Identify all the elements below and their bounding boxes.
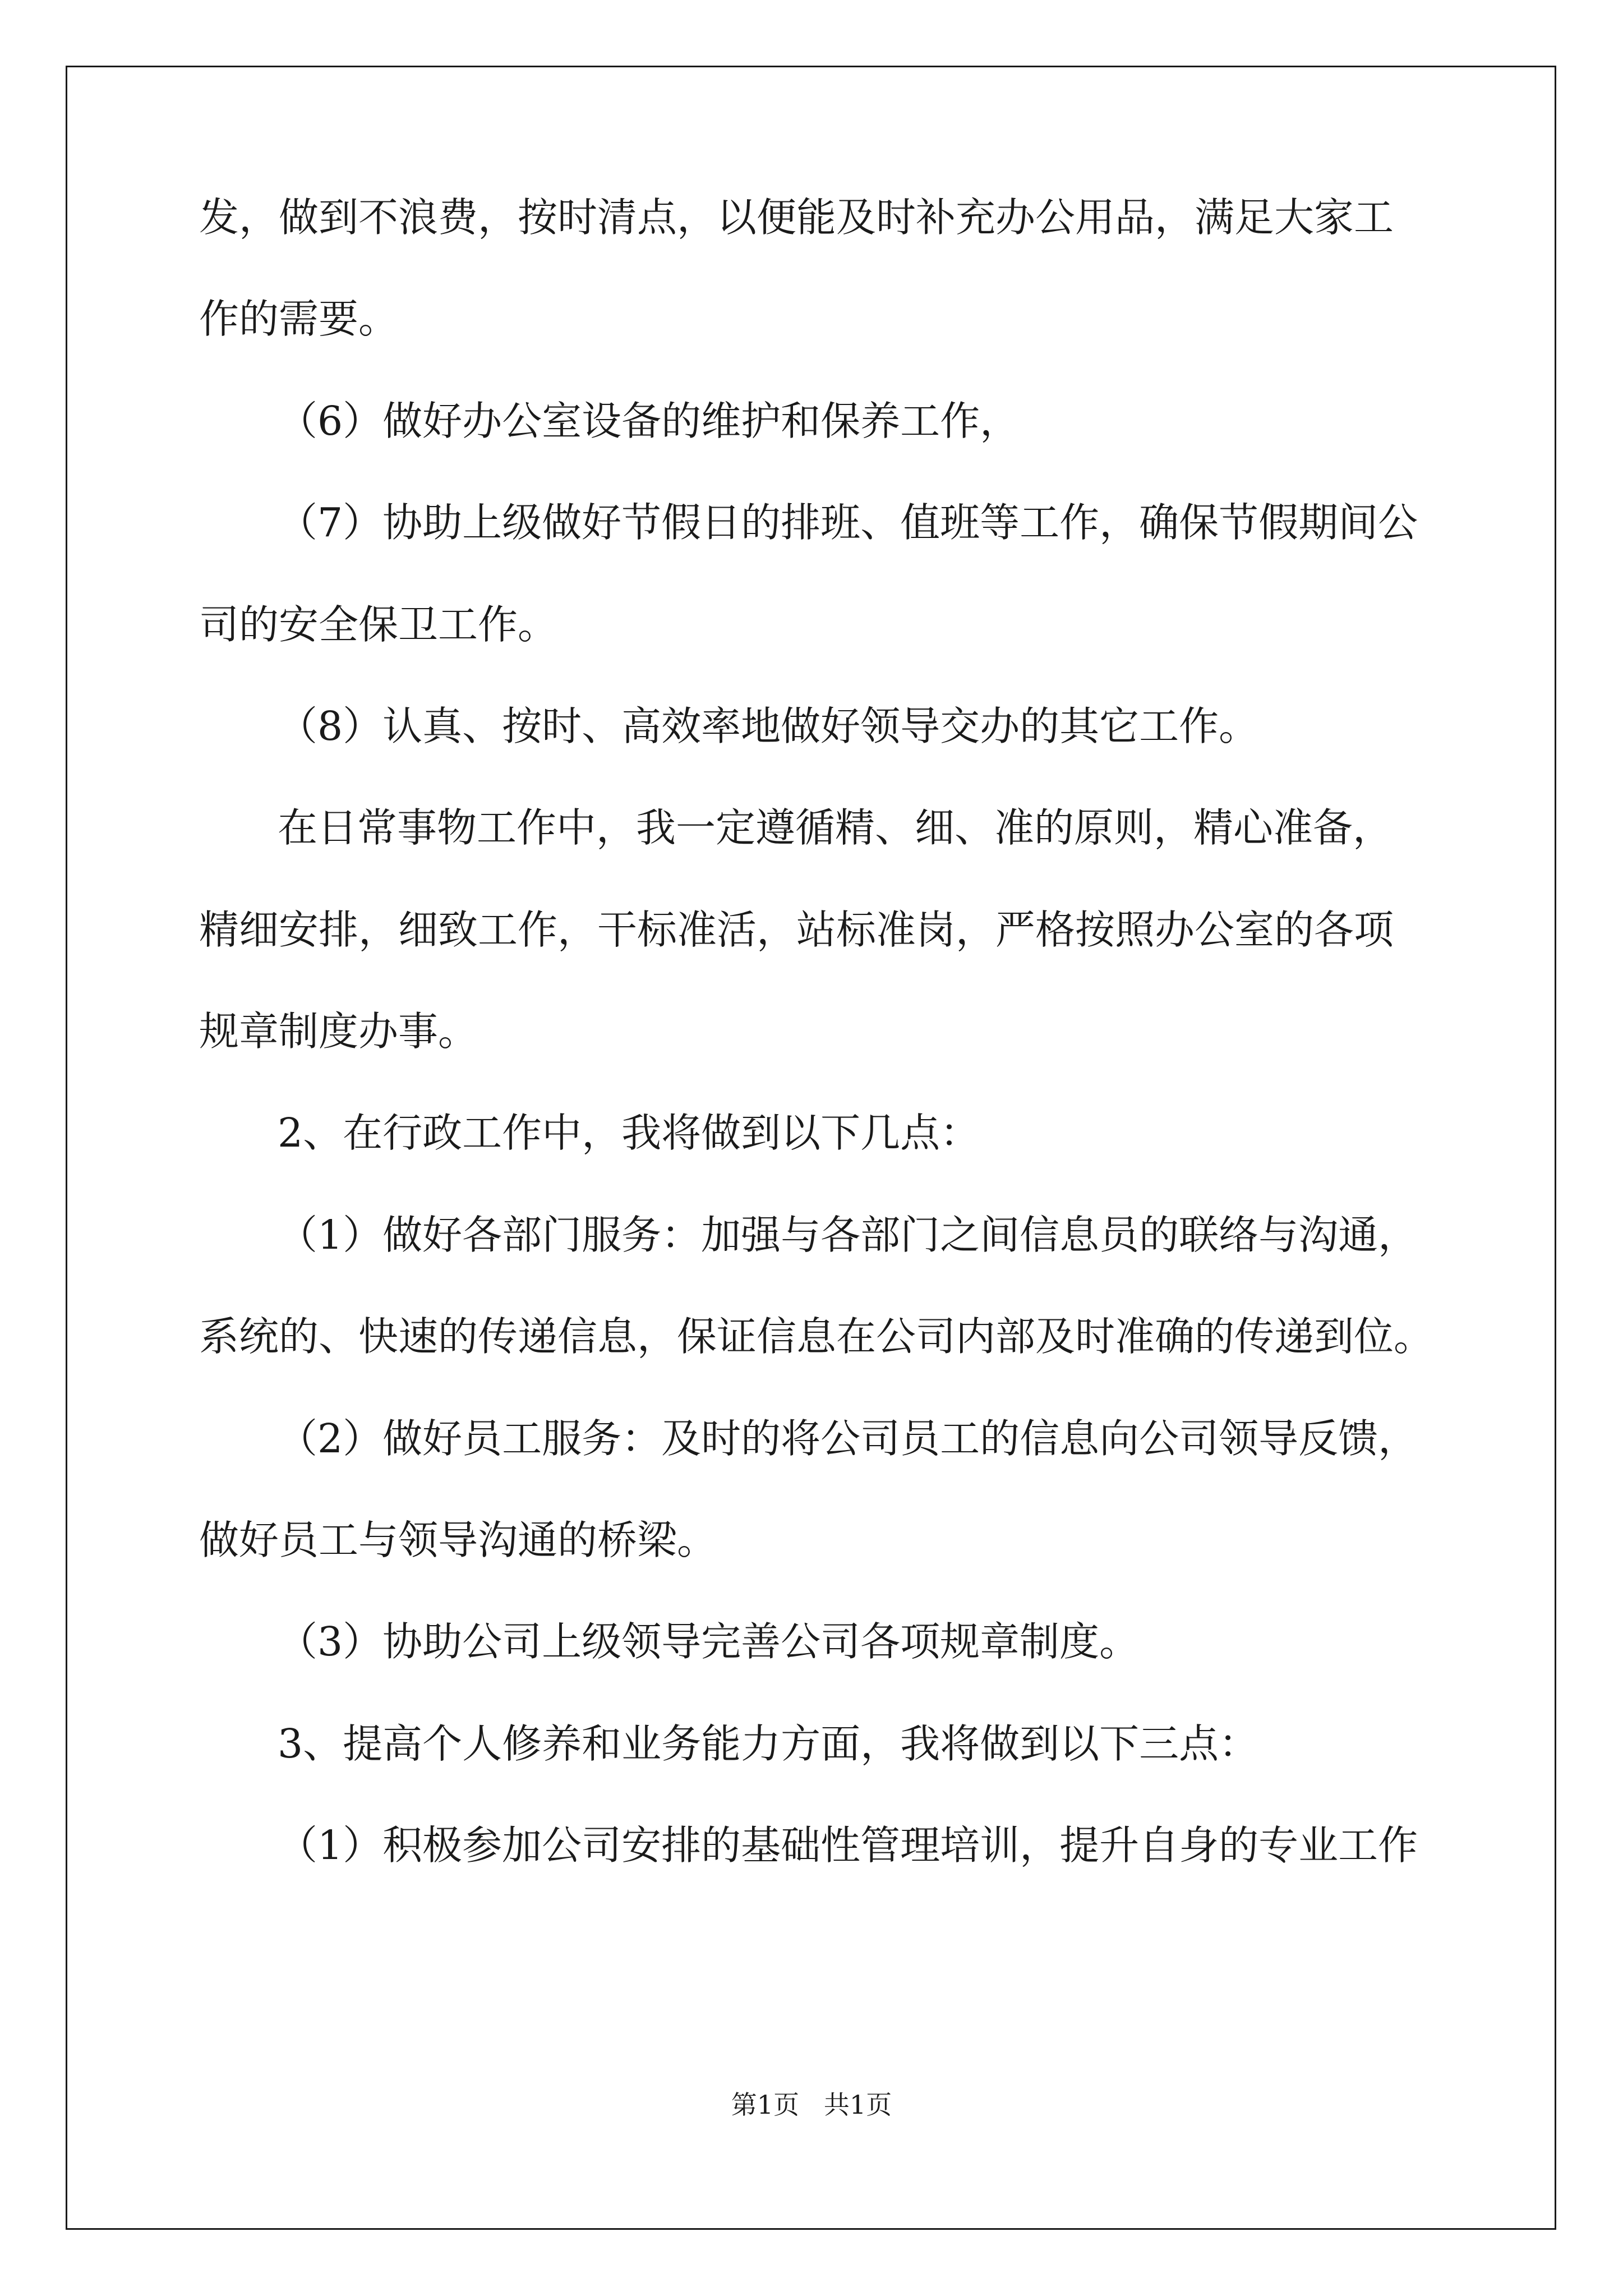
text-line: （2）做好员工服务：及时的将公司员工的信息向公司领导反馈，	[278, 1415, 1418, 1462]
text-line: 精细安排，细致工作，干标准活，站标准岗，严格按照办公室的各项	[199, 906, 1394, 953]
text-line: （3）协助公司上级领导完善公司各项规章制度。	[278, 1618, 1140, 1665]
text-line: 司的安全保卫工作。	[199, 601, 558, 648]
text-line: （6）做好办公室设备的维护和保养工作，	[278, 397, 1020, 444]
text-line: 发，做到不浪费，按时清点，以便能及时补充办公用品，满足大家工	[199, 194, 1394, 241]
text-line: 2、在行政工作中，我将做到以下几点：	[278, 1110, 980, 1157]
text-line: 在日常事物工作中，我一定遵循精、细、准的原则，精心准备，	[278, 804, 1393, 852]
page-footer: 第1页 共1页	[731, 2090, 892, 2120]
text-line: 系统的、快速的传递信息，保证信息在公司内部及时准确的传递到位。	[199, 1313, 1434, 1360]
text-line: 作的需要。	[199, 296, 399, 343]
text-line: 做好员工与领导沟通的桥梁。	[199, 1516, 717, 1563]
text-line: （7）协助上级做好节假日的排班、值班等工作，确保节假期间公	[278, 499, 1418, 546]
text-line: 3、提高个人修养和业务能力方面，我将做到以下三点：	[278, 1720, 1259, 1767]
text-line: （8）认真、按时、高效率地做好领导交办的其它工作。	[278, 702, 1259, 749]
text-line: （1）做好各部门服务：加强与各部门之间信息员的联络与沟通，	[278, 1211, 1418, 1258]
text-line: 规章制度办事。	[199, 1008, 478, 1055]
text-line: （1）积极参加公司安排的基础性管理培训，提升自身的专业工作	[278, 1822, 1418, 1869]
